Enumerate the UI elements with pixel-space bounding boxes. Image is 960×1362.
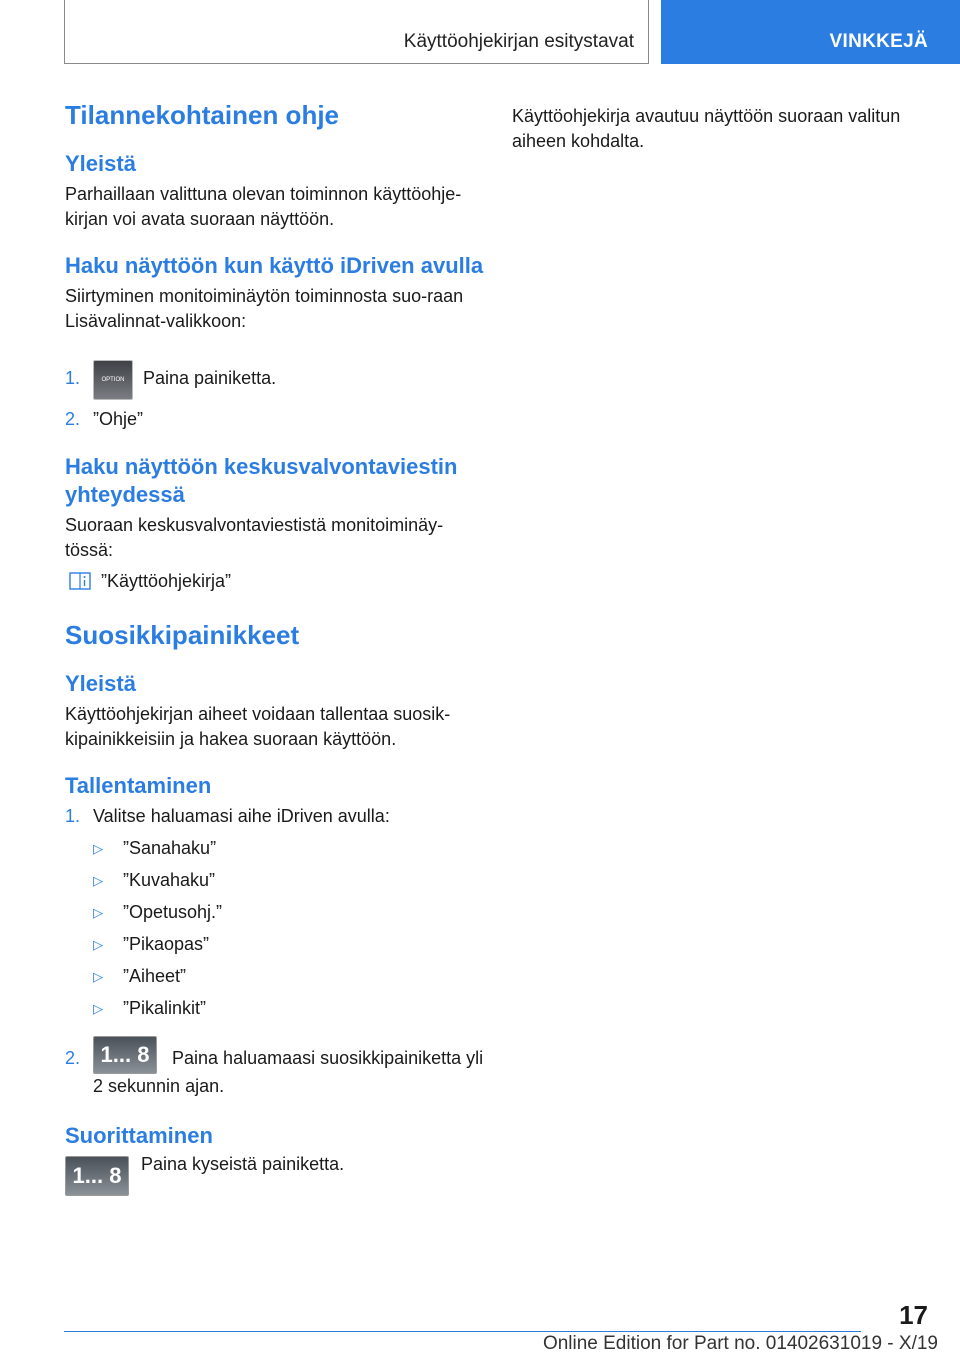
bullet-triangle-icon: ▷ (93, 841, 103, 856)
footer-divider (64, 1331, 861, 1332)
heading-context-help: Tilannekohtainen ohje (65, 100, 340, 130)
bullet-triangle-icon: ▷ (93, 905, 103, 920)
paragraph-manual-opens: Käyttöohjekirja avautuu näyttöön suoraan valitun aiheen kohdalta. (512, 106, 901, 151)
favorite-button-large-icon: 1... 8 (65, 1156, 129, 1196)
option-button-icon: OPTION (93, 360, 133, 400)
footer-edition: Online Edition for Part no. 01402631019 - X/19 (542, 1333, 938, 1354)
heading-executing: Suorittaminen (65, 1123, 213, 1148)
heading-favorites-general: Yleistä (65, 671, 136, 696)
bullet-triangle-icon: ▷ (93, 969, 103, 984)
bullet-item: ▷ ”Aiheet” (93, 964, 485, 989)
bullet-item: ▷ ”Kuvahaku” (93, 868, 485, 893)
header-chapter-tab[interactable] (661, 0, 960, 64)
step-2 (65, 407, 485, 432)
right-column (512, 104, 932, 154)
execute-text: Paina kyseistä painiketta. (141, 1154, 345, 1174)
left-column (65, 100, 485, 1196)
step-text: Valitse haluamasi aihe iDriven avulla: (93, 806, 390, 826)
step-number: 2. (65, 1048, 81, 1068)
bullet-triangle-icon: ▷ (93, 1001, 103, 1016)
manual-menu-item (65, 569, 485, 594)
step-number: 1. (65, 806, 81, 826)
manual-menu-label: ”Käyttöohjekirja” (101, 571, 232, 591)
page-number: 17 (899, 1300, 928, 1330)
favorite-button-icon: 1... 8 (93, 1036, 157, 1074)
bullet-item: ▷ ”Sanahaku” (93, 836, 485, 861)
paragraph-check-control: Suoraan keskusvalvontaviestistä monitoiminäy-tössä: (65, 515, 444, 560)
save-step-2 (65, 1042, 485, 1099)
paragraph-idrive: Siirtyminen monitoiminäytön toiminnosta suo-raan Lisävalinnat-valikkoon: (65, 286, 464, 331)
step-text: ”Ohje” (93, 409, 144, 429)
heading-idrive: Haku näyttöön kun käyttö iDriven avulla (65, 253, 484, 278)
header-section-box (64, 0, 649, 64)
heading-general: Yleistä (65, 151, 136, 176)
header-section-title: Käyttöohjekirjan esitystavat (403, 31, 634, 52)
save-step-1 (65, 804, 485, 829)
step-number: 2. (65, 409, 81, 429)
bullet-triangle-icon: ▷ (93, 873, 103, 888)
paragraph-favorites-general: Käyttöohjekirjan aiheet voidaan tallentaa suosik-kipainikkeisiin ja hakea suoraan käyttöön. (65, 704, 451, 749)
execute-row (65, 1156, 485, 1196)
heading-favorites: Suosikkipainikkeet (65, 620, 300, 650)
bullet-item: ▷ ”Opetusohj.” (93, 900, 485, 925)
paragraph-general: Parhaillaan valittuna olevan toiminnon käyttöohje-kirjan voi avata suoraan näyttöön. (65, 184, 462, 229)
step-text: Paina haluamaasi suosikkipainiketta yli 2 sekunnin ajan. (93, 1048, 484, 1096)
header-chapter-label: VINKKEJÄ (829, 31, 928, 52)
bullet-item: ▷ ”Pikaopas” (93, 932, 485, 957)
bullet-triangle-icon: ▷ (93, 937, 103, 952)
step-1 (65, 366, 485, 400)
step-number: 1. (65, 368, 81, 388)
bullet-item: ▷ ”Pikalinkit” (93, 996, 485, 1021)
step-text: Paina painiketta. (143, 368, 277, 388)
heading-saving: Tallentaminen (65, 773, 212, 798)
book-info-icon (69, 572, 91, 590)
heading-check-control: Haku näyttöön keskusvalvontaviestin yhteydessä (65, 454, 458, 507)
